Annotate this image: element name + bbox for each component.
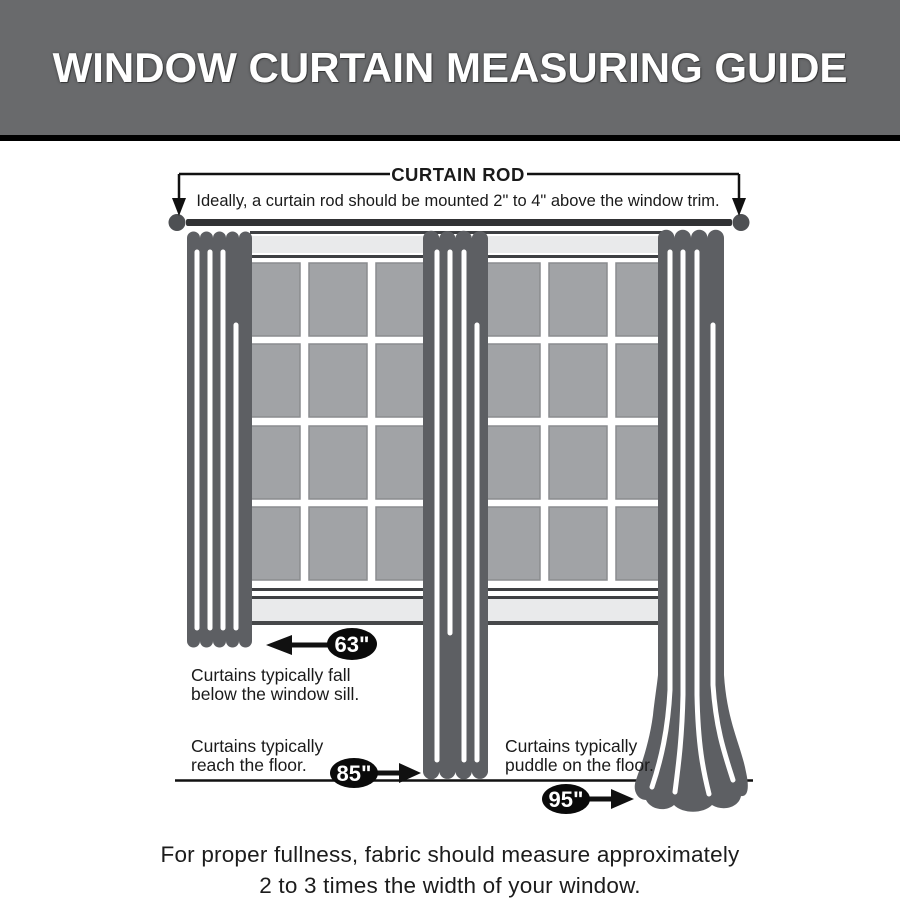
svg-text:Curtains typically: Curtains typically xyxy=(505,736,638,756)
svg-text:puddle on the floor.: puddle on the floor. xyxy=(505,755,654,775)
left-arrow-icon xyxy=(266,635,292,655)
down-arrow-icon xyxy=(732,198,746,216)
curtain-left-63 xyxy=(187,232,252,648)
down-arrow-icon xyxy=(172,198,186,216)
window-pane xyxy=(482,344,540,417)
window-pane xyxy=(482,263,540,336)
page-title: WINDOW CURTAIN MEASURING GUIDE xyxy=(52,43,848,91)
rod-finial-right xyxy=(733,214,750,231)
svg-text:Curtains typically fall: Curtains typically fall xyxy=(191,665,351,685)
diagram xyxy=(0,141,900,900)
window-pane xyxy=(482,426,540,499)
window-pane xyxy=(309,426,367,499)
header-banner xyxy=(0,0,900,141)
window-pane xyxy=(309,507,367,580)
right-arrow-icon xyxy=(611,789,634,809)
svg-text:below the window sill.: below the window sill. xyxy=(191,684,360,704)
window-pane xyxy=(549,426,607,499)
svg-text:reach the floor.: reach the floor. xyxy=(191,755,307,775)
measure-value: 85" xyxy=(336,761,372,786)
curtain-rod-callout xyxy=(172,164,746,216)
svg-text:Curtains typically: Curtains typically xyxy=(191,736,324,756)
window-pane xyxy=(482,507,540,580)
rod-finial-left xyxy=(169,214,186,231)
measure-value: 95" xyxy=(548,787,584,812)
fullness-note-line2: 2 to 3 times the width of your window. xyxy=(259,873,641,898)
window-pane xyxy=(549,263,607,336)
window-pane xyxy=(549,507,607,580)
curtain-rod xyxy=(169,214,750,231)
fullness-note xyxy=(0,839,900,900)
fullness-note-line1: For proper fullness, fabric should measure approximately xyxy=(160,842,740,867)
curtain-rod-label: CURTAIN ROD xyxy=(391,164,525,185)
curtain-middle-85 xyxy=(423,231,488,780)
measure-value: 63" xyxy=(334,632,370,657)
window-pane xyxy=(309,344,367,417)
window-pane xyxy=(549,344,607,417)
measurement-95 xyxy=(505,736,654,814)
window-pane xyxy=(309,263,367,336)
curtain-rod-note: Ideally, a curtain rod should be mounted 2" to 4" above the window trim. xyxy=(196,192,720,210)
